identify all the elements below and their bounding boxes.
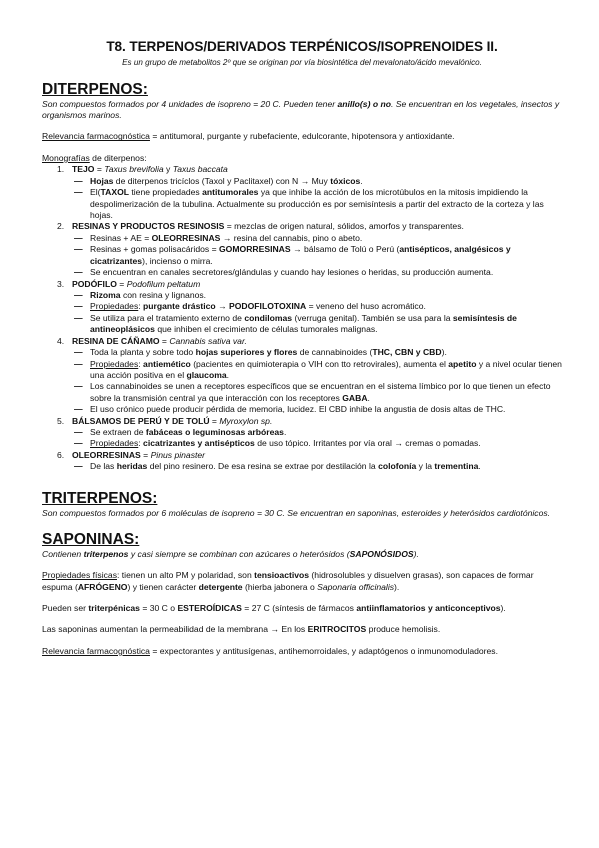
saponinas-heading: SAPONINAS: bbox=[42, 530, 140, 548]
list-item: — Hojas de diterpenos tricíclos (Taxol y Paclitaxel) con N → Muy tóxicos. bbox=[90, 176, 562, 187]
document-page bbox=[42, 0, 562, 657]
diterpenos-intro: Son compuestos formados por 4 unidades de isopreno = 20 C. Pueden tener anillo(s) o no. Se encuentran en los vegetales, insectos y organismos marinos. bbox=[42, 98, 560, 121]
list-item: — Propiedades: cicatrizantes y antisépticos de uso tópico. Irritantes por vía oral → cremas o pomadas. bbox=[90, 438, 562, 449]
monografias-label: Monografías de diterpenos: bbox=[42, 152, 147, 163]
monografia-item-balsamos: 5. BÁLSAMOS DE PERÚ Y DE TOLÚ = Myroxylon sp. — Se extraen de fabáceas o leguminosas arbóreas. — Propiedades: cicatrizantes y antisépticos de uso tópico. Irritantes por vía oral → cremas o pomadas. bbox=[72, 416, 562, 450]
list-item: — Rizoma con resina y lignanos. bbox=[90, 290, 562, 301]
list-item: — Propiedades: purgante drástico → PODOFILOTOXINA = veneno del huso acromático. bbox=[90, 301, 562, 312]
list-item: — Toda la planta y sobre todo hojas superiores y flores de cannabinoides (THC, CBN y CBD). bbox=[90, 347, 562, 358]
monografia-item-tejo: 1. TEJO = Taxus brevifolia y Taxus baccata — Hojas de diterpenos tricíclos (Taxol y Paclitaxel) con N → Muy tóxicos. — El(TAXOL tiene propiedades antitumorales ya que inhibe la acción de los microtúbulos en la mitosis impidiendo la despolimerización de la tubulina. Actualmente su producción es por semisíntesis a partir del extracto de la corteza y las hojas. bbox=[72, 164, 562, 221]
list-item: — Propiedades: antiemético (pacientes en quimioterapia o VIH con tto retrovirales), aumenta el apetito y a nivel ocular tienen una acción positiva en el glaucoma. bbox=[90, 359, 562, 382]
list-item: — Resinas + AE = OLEORRESINAS → resina del cannabis, pino o abeto. bbox=[90, 233, 562, 244]
monografia-item-oleorresinas: 6. OLEORRESINAS = Pinus pinaster — De las heridas del pino resinero. De esa resina se extrae por destilación la colofonía y la trementina. bbox=[72, 450, 562, 473]
monografia-item-resinas: 2. RESINAS Y PRODUCTOS RESINOSIS = mezclas de origen natural, sólidos, amorfos y transparentes. — Resinas + AE = OLEORRESINAS → resina del cannabis, pino o abeto. — Resinas + gomas polisacáridos = GOMORRESINAS → bálsamo de Tolú o Perú (antisépticos, analgésicos y cicatrizantes), incienso o mirra. — Se encuentran en canales secretores/glándulas y cuando hay lesiones o heridas, su producción aumenta. bbox=[72, 221, 562, 278]
saponinas-tipos: Pueden ser triterpénicas = 30 C o ESTEROÍDICAS = 27 C (síntesis de fármacos antiinflamatorios y anticonceptivos). bbox=[42, 603, 506, 614]
page-title: T8. TERPENOS/DERIVADOS TERPÉNICOS/ISOPRENOIDES II. bbox=[106, 39, 498, 54]
list-item: — El uso crónico puede producir pérdida de memoria, lucidez. El CBD inhibe la angustia de dosis altas de THC. bbox=[90, 404, 562, 415]
saponinas-propiedades-fisicas: Propiedades físicas: tienen un alto PM y polaridad, son tensioactivos (hidrosolubles y disuelven grasas), son capaces de formar espuma (AFRÓGENO) y tienen carácter detergente (hierba jabonera o Saponaria officinalis). bbox=[42, 570, 534, 592]
list-item: — Los cannabinoides se unen a receptores específicos que se encuentran en el sistema límbico por lo que tienen un efecto sobre la transmisión central ya que interacción con los receptores GABA. bbox=[90, 381, 562, 404]
monografia-item-canamo: 4. RESINA DE CÁÑAMO = Cannabis sativa var. — Toda la planta y sobre todo hojas superiores y flores de cannabinoides (THC, CBN y CBD). — Propiedades: antiemético (pacientes en quimioterapia o VIH con tto retrovirales), aumenta el apetito y a nivel ocular tienen una acción positiva en el glaucoma. — Los cannabinoides se unen a receptores específicos que se encuentran en el sistema límbico por lo que tienen un efecto sobre la transmisión central ya que interacción con los receptores GABA. — El uso crónico puede producir pérdida de memoria, lucidez. El CBD inhibe la angustia de dosis altas de THC. bbox=[72, 336, 562, 416]
saponinas-relevancia: Relevancia farmacognóstica = expectorantes y antitusígenas, antihemorroidales, y adaptógenos o inmunomoduladores. bbox=[42, 645, 498, 656]
list-item: — Se encuentran en canales secretores/glándulas y cuando hay lesiones o heridas, su producción aumenta. bbox=[90, 267, 562, 278]
list-item: — Se utiliza para el tratamiento externo de condilomas (verruga genital). También se usa para la semisíntesis de antineoplásicos que inhiben el crecimiento de células tumorales malignas. bbox=[90, 313, 562, 336]
monografia-item-podofilo: 3. PODÓFILO = Podofilum peltatum — Rizoma con resina y lignanos. — Propiedades: purgante drástico → PODOFILOTOXINA = veneno del huso acromático. — Se utiliza para el tratamiento externo de condilomas (verruga genital). También se usa para la semisíntesis de antineoplásicos que inhiben el crecimiento de células tumorales malignas. bbox=[72, 279, 562, 336]
list-item: — De las heridas del pino resinero. De esa resina se extrae por destilación la colofonía y la trementina. bbox=[90, 461, 562, 472]
saponinas-membrana: Las saponinas aumentan la permeabilidad de la membrana → En los ERITROCITOS produce hemolisis. bbox=[42, 624, 441, 635]
list-item: — Se extraen de fabáceas o leguminosas arbóreas. bbox=[90, 427, 562, 438]
triterpenos-intro: Son compuestos formados por 6 moléculas de isopreno = 30 C. Se encuentran en saponinas, esteroides y heterósidos cardiotónicos. bbox=[42, 507, 551, 518]
diterpenos-relevancia: Relevancia farmacognóstica = antitumoral, purgante y rubefaciente, edulcorante, hipotensora y antioxidante. bbox=[42, 131, 455, 142]
page-subtitle: Es un grupo de metabolitos 2º que se originan por vía biosintética del mevalonato/ácido mevalónico. bbox=[122, 58, 482, 68]
monografias-list bbox=[42, 164, 562, 472]
diterpenos-heading: DITERPENOS: bbox=[42, 80, 148, 98]
saponinas-intro: Contienen triterpenos y casi siempre se combinan con azúcares o heterósidos (SAPONÓSIDOS). bbox=[42, 548, 419, 559]
list-item: — El(TAXOL tiene propiedades antitumorales ya que inhibe la acción de los microtúbulos en la mitosis impidiendo la despolimerización de la tubulina. Actualmente su producción es por semisíntesis a partir del extracto de la corteza y las hojas. bbox=[90, 187, 562, 221]
triterpenos-heading: TRITERPENOS: bbox=[42, 489, 158, 507]
list-item: — Resinas + gomas polisacáridos = GOMORRESINAS → bálsamo de Tolú o Perú (antisépticos, analgésicos y cicatrizantes), incienso o mirra. bbox=[90, 244, 562, 267]
